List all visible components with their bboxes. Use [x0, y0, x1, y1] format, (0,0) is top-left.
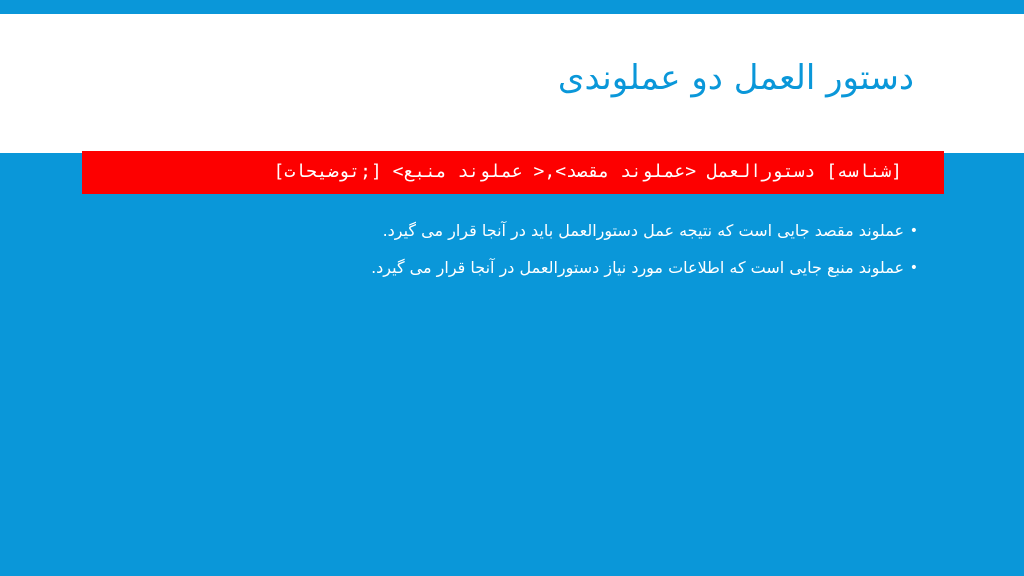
bullet-list	[118, 218, 918, 292]
bullet-text: عملوند منبع جایی است که اطلاعات مورد نیاز دستورالعمل در آنجا قرار می گیرد.	[371, 258, 904, 277]
slide-title: دستور العمل دو عملوندی	[557, 58, 914, 98]
bullet-item-destination	[118, 218, 918, 244]
syntax-line: [شناسه] دستورالعمل <عملوند مقصد>,< عملوند منبع> [;توضیحات]	[273, 161, 902, 182]
bullet-item-source	[118, 255, 918, 281]
bullet-text: عملوند مقصد جایی است که نتیجه عمل دستورالعمل باید در آنجا قرار می گیرد.	[382, 221, 904, 240]
bullet-dot-icon: •	[909, 260, 918, 276]
bullet-dot-icon: •	[909, 223, 918, 239]
